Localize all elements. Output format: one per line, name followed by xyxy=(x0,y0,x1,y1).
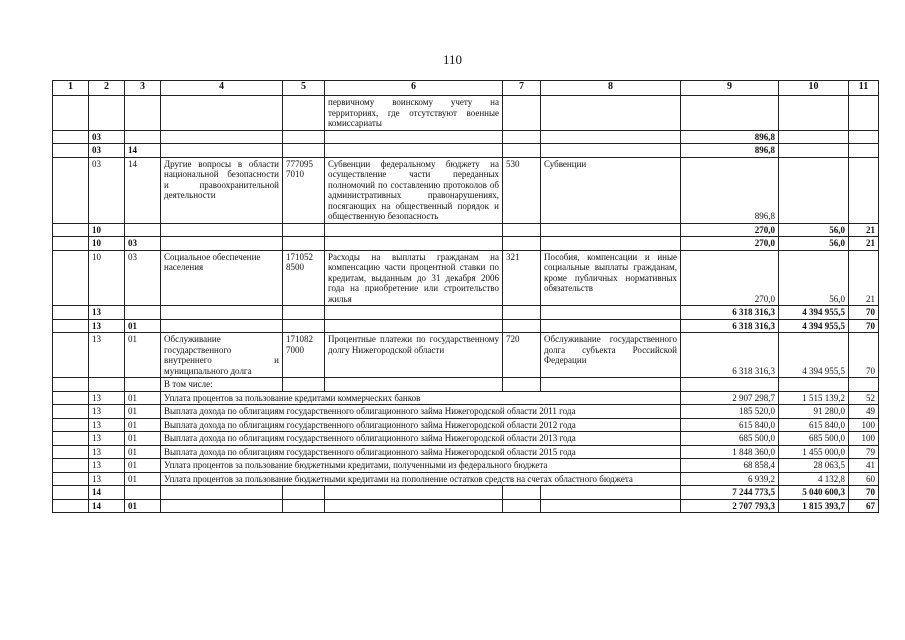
cell xyxy=(89,378,125,392)
subsection-code: 14 xyxy=(125,144,161,158)
cell xyxy=(53,418,89,432)
section-code: 03 xyxy=(89,157,125,223)
cell xyxy=(53,459,89,473)
cell xyxy=(503,378,541,392)
percent: 21 xyxy=(849,223,879,237)
plan-amount: 1 848 360,0 xyxy=(681,445,779,459)
cell xyxy=(53,237,89,251)
cell xyxy=(161,306,283,320)
cell xyxy=(53,486,89,500)
section-code: 14 xyxy=(89,499,125,513)
target-article-code: 171052 8500 xyxy=(283,250,325,306)
cell xyxy=(541,378,681,392)
cell xyxy=(541,144,681,158)
section-code: 13 xyxy=(89,333,125,378)
plan-amount: 6 318 316,3 xyxy=(681,306,779,320)
cell xyxy=(325,319,503,333)
cell xyxy=(541,319,681,333)
subsection-name: Другие вопросы в области национальной безопасности и правоохранительной деятельности xyxy=(161,157,283,223)
item-description: Уплата процентов за пользование бюджетными кредитами, полученными из федерального бюджета xyxy=(161,459,681,473)
cell xyxy=(325,223,503,237)
cell xyxy=(541,96,681,131)
table-row xyxy=(53,237,879,251)
expense-type-code: 720 xyxy=(503,333,541,378)
cell xyxy=(779,378,849,392)
percent: 70 xyxy=(849,333,879,378)
cell xyxy=(161,499,283,513)
actual-amount: 56,0 xyxy=(779,250,849,306)
cell xyxy=(283,144,325,158)
cell xyxy=(503,130,541,144)
cell xyxy=(283,378,325,392)
cell xyxy=(53,130,89,144)
section-code: 10 xyxy=(89,250,125,306)
cell xyxy=(541,237,681,251)
cell xyxy=(503,499,541,513)
section-code: 13 xyxy=(89,472,125,486)
cell xyxy=(541,130,681,144)
cell xyxy=(53,250,89,306)
table-row xyxy=(53,499,879,513)
percent: 70 xyxy=(849,319,879,333)
item-description: Выплата дохода по облигациям государственного облигационного займа Нижегородской области 2011 года xyxy=(161,405,681,419)
table-row xyxy=(53,130,879,144)
expense-description: Процентные платежи по государственному долгу Нижегородской области xyxy=(325,333,503,378)
cell xyxy=(161,223,283,237)
item-description: Выплата дохода по облигациям государственного облигационного займа Нижегородской области 2012 года xyxy=(161,418,681,432)
cell xyxy=(161,96,283,131)
cell xyxy=(849,378,879,392)
expense-type-name: Обслуживание государственного долга субъекта Российской Федерации xyxy=(541,333,681,378)
cell xyxy=(325,306,503,320)
percent: 52 xyxy=(849,391,879,405)
percent: 79 xyxy=(849,445,879,459)
subsection-code: 01 xyxy=(125,432,161,446)
cell xyxy=(161,319,283,333)
plan-amount: 185 520,0 xyxy=(681,405,779,419)
table-row xyxy=(53,333,879,378)
cell xyxy=(53,96,89,131)
section-code: 13 xyxy=(89,306,125,320)
cell xyxy=(325,130,503,144)
actual-amount: 4 394 955,5 xyxy=(779,319,849,333)
actual-amount: 56,0 xyxy=(779,237,849,251)
subsection-code: 01 xyxy=(125,472,161,486)
cell xyxy=(53,391,89,405)
cell xyxy=(283,130,325,144)
expense-type-code: 321 xyxy=(503,250,541,306)
cell xyxy=(325,237,503,251)
col-header: 11 xyxy=(849,81,879,96)
cell xyxy=(503,144,541,158)
col-header: 6 xyxy=(325,81,503,96)
table-row xyxy=(53,306,879,320)
subsection-code: 01 xyxy=(125,445,161,459)
plan-amount: 2 907 298,7 xyxy=(681,391,779,405)
item-description: Уплата процентов за пользование бюджетными кредитами на пополнение остатков средств на счетах областного бюджета xyxy=(161,472,681,486)
plan-amount: 896,8 xyxy=(681,130,779,144)
item-description: Выплата дохода по облигациям государственного облигационного займа Нижегородской области 2013 года xyxy=(161,432,681,446)
cell xyxy=(283,237,325,251)
table-row xyxy=(53,378,879,392)
cell xyxy=(325,378,503,392)
expense-type-name: Субвенции xyxy=(541,157,681,223)
cell xyxy=(53,472,89,486)
percent xyxy=(849,130,879,144)
col-header: 3 xyxy=(125,81,161,96)
cell xyxy=(125,223,161,237)
header-row xyxy=(53,81,879,96)
plan-amount: 7 244 773,5 xyxy=(681,486,779,500)
cell xyxy=(125,130,161,144)
cell xyxy=(53,499,89,513)
cell xyxy=(325,486,503,500)
cell xyxy=(503,96,541,131)
plan-amount: 68 858,4 xyxy=(681,459,779,473)
section-code: 13 xyxy=(89,391,125,405)
col-header: 5 xyxy=(283,81,325,96)
section-code: 13 xyxy=(89,418,125,432)
percent: 70 xyxy=(849,486,879,500)
page-number: 110 xyxy=(442,52,463,67)
col-header: 8 xyxy=(541,81,681,96)
cell xyxy=(503,306,541,320)
actual-amount: 1 815 393,7 xyxy=(779,499,849,513)
subsection-code: 01 xyxy=(125,333,161,378)
expense-type-code: 530 xyxy=(503,157,541,223)
section-code: 10 xyxy=(89,237,125,251)
section-code: 13 xyxy=(89,432,125,446)
cell xyxy=(541,306,681,320)
cell xyxy=(325,144,503,158)
table-row xyxy=(53,405,879,419)
cell xyxy=(161,237,283,251)
subsection-code: 03 xyxy=(125,250,161,306)
cell xyxy=(283,223,325,237)
cell xyxy=(53,223,89,237)
plan-amount: 685 500,0 xyxy=(681,432,779,446)
section-code: 13 xyxy=(89,459,125,473)
cell xyxy=(541,223,681,237)
cell xyxy=(503,223,541,237)
table-row xyxy=(53,472,879,486)
table-row xyxy=(53,432,879,446)
percent xyxy=(849,144,879,158)
table-row xyxy=(53,391,879,405)
percent: 41 xyxy=(849,459,879,473)
col-header: 10 xyxy=(779,81,849,96)
target-article-code: 171082 7000 xyxy=(283,333,325,378)
percent: 67 xyxy=(849,499,879,513)
actual-amount: 1 515 139,2 xyxy=(779,391,849,405)
actual-amount: 1 455 000,0 xyxy=(779,445,849,459)
item-description: Выплата дохода по облигациям государственного облигационного займа Нижегородской области 2015 года xyxy=(161,445,681,459)
actual-amount xyxy=(779,157,849,223)
budget-table xyxy=(52,80,879,513)
actual-amount xyxy=(779,130,849,144)
cell xyxy=(681,96,779,131)
cell xyxy=(849,96,879,131)
cell xyxy=(283,319,325,333)
cell xyxy=(681,378,779,392)
col-header: 4 xyxy=(161,81,283,96)
cell xyxy=(779,96,849,131)
cell xyxy=(325,499,503,513)
plan-amount: 896,8 xyxy=(681,157,779,223)
subsection-code: 01 xyxy=(125,405,161,419)
table-row xyxy=(53,144,879,158)
subsection-code: 01 xyxy=(125,418,161,432)
cell xyxy=(541,486,681,500)
plan-amount: 270,0 xyxy=(681,237,779,251)
actual-amount: 615 840,0 xyxy=(779,418,849,432)
subsection-code: 01 xyxy=(125,319,161,333)
percent: 49 xyxy=(849,405,879,419)
table-row xyxy=(53,418,879,432)
expense-description: Субвенции федеральному бюджету на осуществление части переданных полномочий по составлению протоколов об административных правонарушениях, посягающих на общественный порядок и общественную безопасность xyxy=(325,157,503,223)
table-row xyxy=(53,486,879,500)
cell xyxy=(283,306,325,320)
cell xyxy=(53,157,89,223)
expense-description: Расходы на выплаты гражданам на компенсацию части процентной ставки по кредитам, выданным до 31 декабря 2006 года на приобретение или строительство жилья xyxy=(325,250,503,306)
col-header: 9 xyxy=(681,81,779,96)
table-row xyxy=(53,223,879,237)
cell xyxy=(161,130,283,144)
subsection-code: 01 xyxy=(125,499,161,513)
cell xyxy=(53,445,89,459)
cell xyxy=(161,144,283,158)
plan-amount: 6 318 316,3 xyxy=(681,319,779,333)
cell xyxy=(53,144,89,158)
table-row xyxy=(53,250,879,306)
percent: 21 xyxy=(849,250,879,306)
cell xyxy=(125,486,161,500)
col-header: 1 xyxy=(53,81,89,96)
table-row xyxy=(53,319,879,333)
cell xyxy=(503,237,541,251)
plan-amount: 2 707 793,3 xyxy=(681,499,779,513)
actual-amount: 685 500,0 xyxy=(779,432,849,446)
cell xyxy=(283,486,325,500)
actual-amount: 56,0 xyxy=(779,223,849,237)
cell xyxy=(541,499,681,513)
cell xyxy=(283,96,325,131)
actual-amount: 5 040 600,3 xyxy=(779,486,849,500)
cell xyxy=(53,306,89,320)
cell xyxy=(283,499,325,513)
cell xyxy=(53,333,89,378)
subsection-name: Обслуживание государственного внутреннего и муниципального долга xyxy=(161,333,283,378)
subsection-code: 14 xyxy=(125,157,161,223)
actual-amount: 4 132,8 xyxy=(779,472,849,486)
section-code: 14 xyxy=(89,486,125,500)
expense-description: первичному воинскому учету на территориях, где отсутствуют военные комиссариаты xyxy=(325,96,503,131)
item-description: Уплата процентов за пользование кредитами коммерческих банков xyxy=(161,391,681,405)
section-code: 10 xyxy=(89,223,125,237)
table-row xyxy=(53,96,879,131)
actual-amount: 4 394 955,5 xyxy=(779,306,849,320)
plan-amount: 6 939,2 xyxy=(681,472,779,486)
table-row xyxy=(53,157,879,223)
subsection-code: 01 xyxy=(125,459,161,473)
percent: 60 xyxy=(849,472,879,486)
table-row xyxy=(53,459,879,473)
target-article-code: 777095 7010 xyxy=(283,157,325,223)
section-code: 13 xyxy=(89,319,125,333)
section-code: 13 xyxy=(89,405,125,419)
cell xyxy=(53,378,89,392)
plan-amount: 615 840,0 xyxy=(681,418,779,432)
percent: 100 xyxy=(849,418,879,432)
cell xyxy=(53,319,89,333)
subsection-code: 01 xyxy=(125,391,161,405)
plan-amount: 896,8 xyxy=(681,144,779,158)
section-code: 03 xyxy=(89,130,125,144)
percent xyxy=(849,157,879,223)
including-label: В том числе: xyxy=(161,378,283,392)
percent: 100 xyxy=(849,432,879,446)
cell xyxy=(161,486,283,500)
cell xyxy=(125,306,161,320)
col-header: 2 xyxy=(89,81,125,96)
actual-amount: 91 280,0 xyxy=(779,405,849,419)
cell xyxy=(53,405,89,419)
plan-amount: 270,0 xyxy=(681,223,779,237)
cell xyxy=(53,432,89,446)
cell xyxy=(503,319,541,333)
actual-amount xyxy=(779,144,849,158)
col-header: 7 xyxy=(503,81,541,96)
subsection-code: 03 xyxy=(125,237,161,251)
expense-type-name: Пособия, компенсации и иные социальные выплаты гражданам, кроме публичных нормативных обязательств xyxy=(541,250,681,306)
cell xyxy=(125,378,161,392)
subsection-name: Социальное обеспечение населения xyxy=(161,250,283,306)
plan-amount: 6 318 316,3 xyxy=(681,333,779,378)
section-code: 13 xyxy=(89,445,125,459)
cell xyxy=(503,486,541,500)
actual-amount: 4 394 955,5 xyxy=(779,333,849,378)
cell xyxy=(89,96,125,131)
percent: 21 xyxy=(849,237,879,251)
table-row xyxy=(53,445,879,459)
section-code: 03 xyxy=(89,144,125,158)
actual-amount: 28 063,5 xyxy=(779,459,849,473)
cell xyxy=(125,96,161,131)
plan-amount: 270,0 xyxy=(681,250,779,306)
percent: 70 xyxy=(849,306,879,320)
